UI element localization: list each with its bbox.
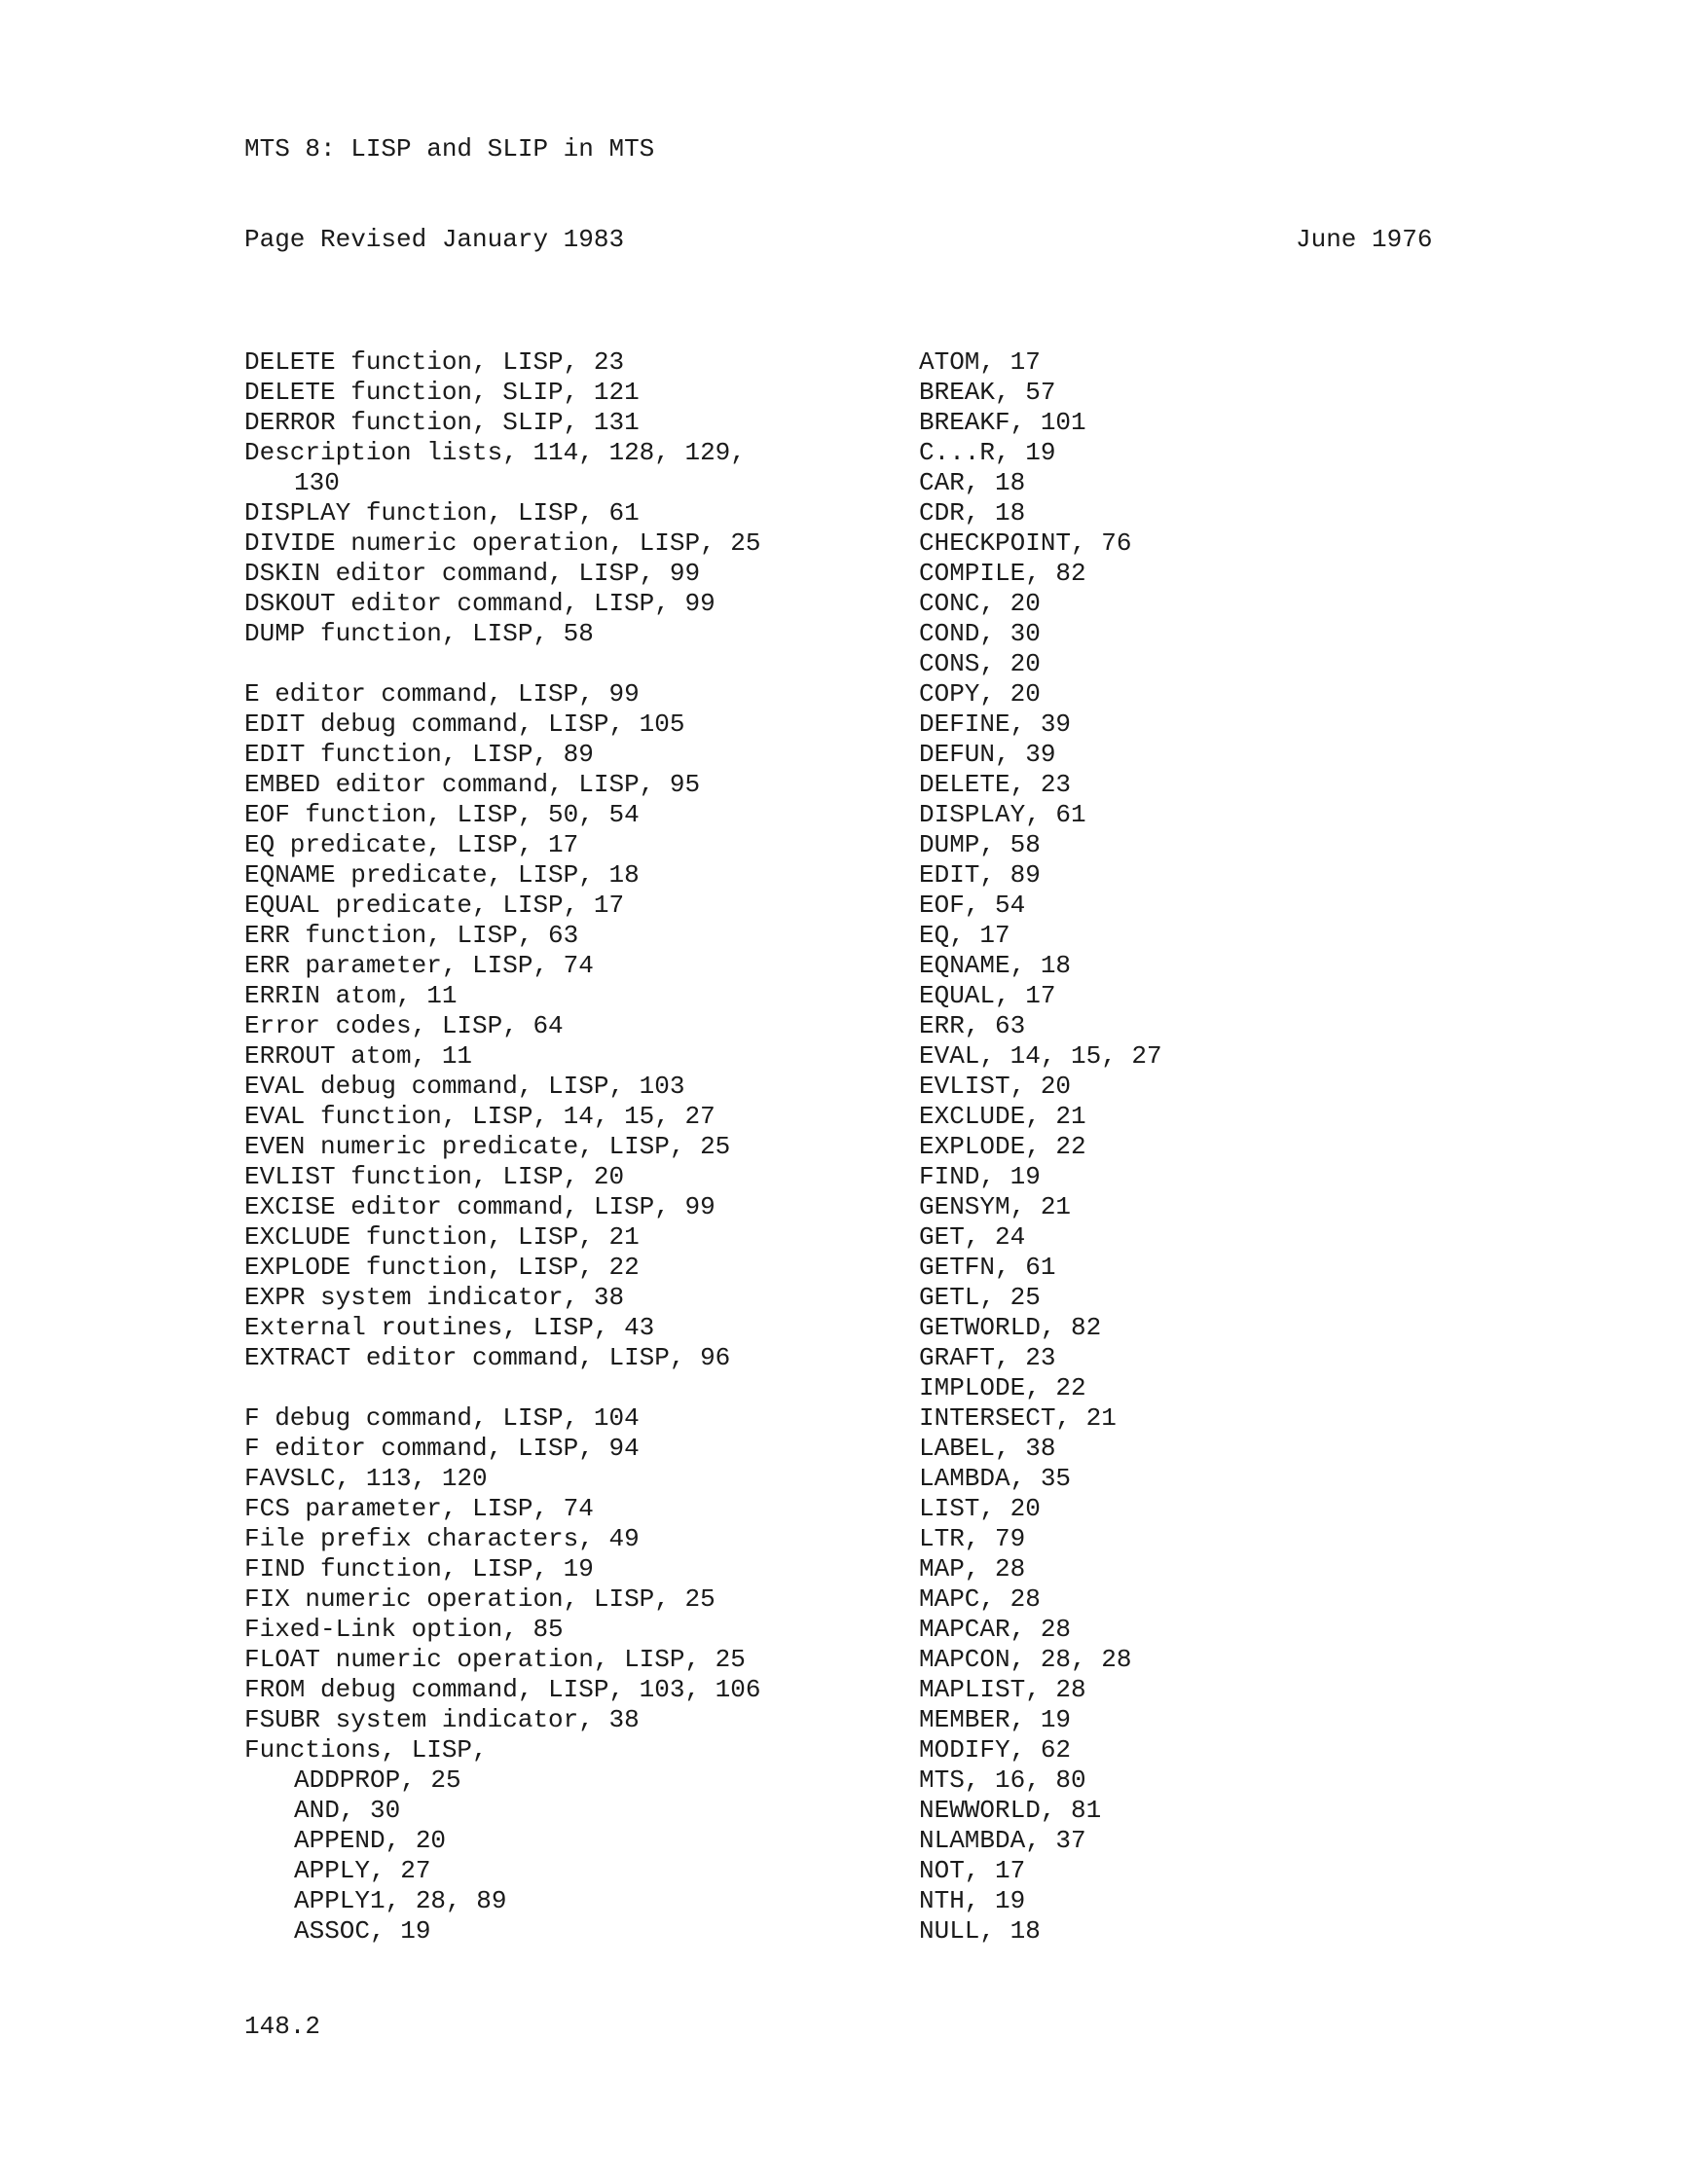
index-subentry: CAR, 18 (919, 468, 1026, 497)
index-subentry: GETL, 25 (919, 1283, 1041, 1312)
index-subentry: EQUAL, 17 (919, 981, 1056, 1010)
index-subentry: MAPLIST, 28 (919, 1675, 1086, 1704)
index-subentry: APPEND, 20 (294, 1826, 447, 1855)
index-entry: FROM debug command, LISP, 103, 106 (244, 1675, 761, 1704)
index-entry: EQ predicate, LISP, 17 (244, 830, 579, 859)
index-entry: EVEN numeric predicate, LISP, 25 (244, 1132, 731, 1161)
index-spacer (244, 1373, 906, 1403)
index-subentry: MAPC, 28 (919, 1584, 1041, 1614)
index-entry: EXTRACT editor command, LISP, 96 (244, 1343, 731, 1372)
index-subentry: DEFUN, 39 (919, 740, 1056, 769)
index-entry: EOF function, LISP, 50, 54 (244, 800, 640, 829)
index-entry: ERR function, LISP, 63 (244, 921, 579, 950)
index-subentry: DISPLAY, 61 (919, 800, 1086, 829)
index-column-right (919, 347, 1464, 1947)
index-subentry: C...R, 19 (919, 438, 1056, 467)
index-subentry: DUMP, 58 (919, 830, 1041, 859)
index-subentry: IMPLODE, 22 (919, 1373, 1086, 1402)
index-subentry: GETWORLD, 82 (919, 1313, 1102, 1342)
index-subentry: LAMBDA, 35 (919, 1464, 1072, 1493)
index-entry: Error codes, LISP, 64 (244, 1011, 564, 1040)
index-column-left (244, 347, 906, 1947)
index-entry: EVAL debug command, LISP, 103 (244, 1072, 685, 1101)
index-entry: ERR parameter, LISP, 74 (244, 951, 594, 980)
index-subentry: MODIFY, 62 (919, 1735, 1072, 1765)
index-subentry: EOF, 54 (919, 891, 1026, 920)
index-subentry: LIST, 20 (919, 1494, 1041, 1523)
index-subentry: NOT, 17 (919, 1856, 1026, 1885)
index-subentry: COPY, 20 (919, 679, 1041, 709)
index-entry: EDIT function, LISP, 89 (244, 740, 594, 769)
index-entry: EMBED editor command, LISP, 95 (244, 770, 701, 799)
index-subentry: GRAFT, 23 (919, 1343, 1056, 1372)
index-entry: F editor command, LISP, 94 (244, 1434, 640, 1463)
index-entry: E editor command, LISP, 99 (244, 679, 640, 709)
index-subentry: 130 (294, 468, 340, 497)
index-subentry: COMPILE, 82 (919, 559, 1086, 588)
index-subentry: CDR, 18 (919, 498, 1026, 528)
index-subentry: CHECKPOINT, 76 (919, 528, 1132, 558)
index-entry: FCS parameter, LISP, 74 (244, 1494, 594, 1523)
index-entry: EXPR system indicator, 38 (244, 1283, 625, 1312)
index-entry: FIND function, LISP, 19 (244, 1554, 594, 1583)
index-subentry: INTERSECT, 21 (919, 1403, 1117, 1433)
index-subentry: LTR, 79 (919, 1524, 1026, 1553)
index-subentry: BREAKF, 101 (919, 408, 1086, 437)
index-entry: DELETE function, LISP, 23 (244, 347, 625, 377)
index-subentry: EVAL, 14, 15, 27 (919, 1041, 1162, 1071)
index-subentry: COND, 30 (919, 619, 1041, 648)
index-entry: DISPLAY function, LISP, 61 (244, 498, 640, 528)
index-entry: File prefix characters, 49 (244, 1524, 640, 1553)
index-entry: Fixed-Link option, 85 (244, 1615, 564, 1644)
index-subentry: ATOM, 17 (919, 347, 1041, 377)
index-entry: DELETE function, SLIP, 121 (244, 378, 640, 407)
index-entry: DIVIDE numeric operation, LISP, 25 (244, 528, 761, 558)
index-entry: DUMP function, LISP, 58 (244, 619, 594, 648)
index-subentry: EQNAME, 18 (919, 951, 1072, 980)
index-subentry: MTS, 16, 80 (919, 1765, 1086, 1795)
index-entry: EXPLODE function, LISP, 22 (244, 1253, 640, 1282)
index-subentry: MAPCON, 28, 28 (919, 1645, 1132, 1674)
index-entry: Description lists, 114, 128, 129, (244, 438, 746, 467)
document-date: June 1976 (1296, 225, 1433, 254)
index-entry: External routines, LISP, 43 (244, 1313, 655, 1342)
index-subentry: CONC, 20 (919, 589, 1041, 618)
index-subentry: MAPCAR, 28 (919, 1615, 1072, 1644)
index-entry: ERROUT atom, 11 (244, 1041, 473, 1071)
index-subentry: BREAK, 57 (919, 378, 1056, 407)
index-entry: EXCISE editor command, LISP, 99 (244, 1192, 716, 1221)
index-subentry: APPLY1, 28, 89 (294, 1886, 507, 1915)
index-subentry: DEFINE, 39 (919, 710, 1072, 739)
index-spacer (244, 649, 906, 679)
index-subentry: MEMBER, 19 (919, 1705, 1072, 1734)
index-subentry: ADDPROP, 25 (294, 1765, 461, 1795)
index-entry: DSKIN editor command, LISP, 99 (244, 559, 701, 588)
index-subentry: NULL, 18 (919, 1916, 1041, 1946)
index-entry: EVLIST function, LISP, 20 (244, 1162, 625, 1191)
index-subentry: MAP, 28 (919, 1554, 1026, 1583)
index-subentry: APPLY, 27 (294, 1856, 431, 1885)
index-entry: EVAL function, LISP, 14, 15, 27 (244, 1102, 716, 1131)
index-subentry: GETFN, 61 (919, 1253, 1056, 1282)
index-subentry: ASSOC, 19 (294, 1916, 431, 1946)
index-entry: FIX numeric operation, LISP, 25 (244, 1584, 716, 1614)
index-subentry: NLAMBDA, 37 (919, 1826, 1086, 1855)
index-subentry: AND, 30 (294, 1796, 401, 1825)
index-subentry: DELETE, 23 (919, 770, 1072, 799)
index-entry: FAVSLC, 113, 120 (244, 1464, 488, 1493)
index-entry: ERRIN atom, 11 (244, 981, 458, 1010)
index-entry: FLOAT numeric operation, LISP, 25 (244, 1645, 746, 1674)
index-entry: DSKOUT editor command, LISP, 99 (244, 589, 716, 618)
index-entry: EDIT debug command, LISP, 105 (244, 710, 685, 739)
index-subentry: ERR, 63 (919, 1011, 1026, 1040)
index-subentry: EVLIST, 20 (919, 1072, 1072, 1101)
index-subentry: LABEL, 38 (919, 1434, 1056, 1463)
index-subentry: CONS, 20 (919, 649, 1041, 678)
index-entry: F debug command, LISP, 104 (244, 1403, 640, 1433)
index-entry: Functions, LISP, (244, 1735, 488, 1765)
index-entry: EXCLUDE function, LISP, 21 (244, 1222, 640, 1252)
index-subentry: GET, 24 (919, 1222, 1026, 1252)
index-subentry: EXCLUDE, 21 (919, 1102, 1086, 1131)
index-subentry: NEWWORLD, 81 (919, 1796, 1102, 1825)
index-entry: EQUAL predicate, LISP, 17 (244, 891, 625, 920)
index-subentry: EXPLODE, 22 (919, 1132, 1086, 1161)
revision-note: Page Revised January 1983 (244, 225, 625, 254)
index-entry: FSUBR system indicator, 38 (244, 1705, 640, 1734)
page-title: MTS 8: LISP and SLIP in MTS (244, 134, 655, 164)
index-subentry: GENSYM, 21 (919, 1192, 1072, 1221)
index-subentry: EQ, 17 (919, 921, 1010, 950)
index-entry: EQNAME predicate, LISP, 18 (244, 860, 640, 890)
index-subentry: EDIT, 89 (919, 860, 1041, 890)
index-entry: DERROR function, SLIP, 131 (244, 408, 640, 437)
page-number: 148.2 (244, 2012, 321, 2041)
index-subentry: NTH, 19 (919, 1886, 1026, 1915)
index-subentry: FIND, 19 (919, 1162, 1041, 1191)
